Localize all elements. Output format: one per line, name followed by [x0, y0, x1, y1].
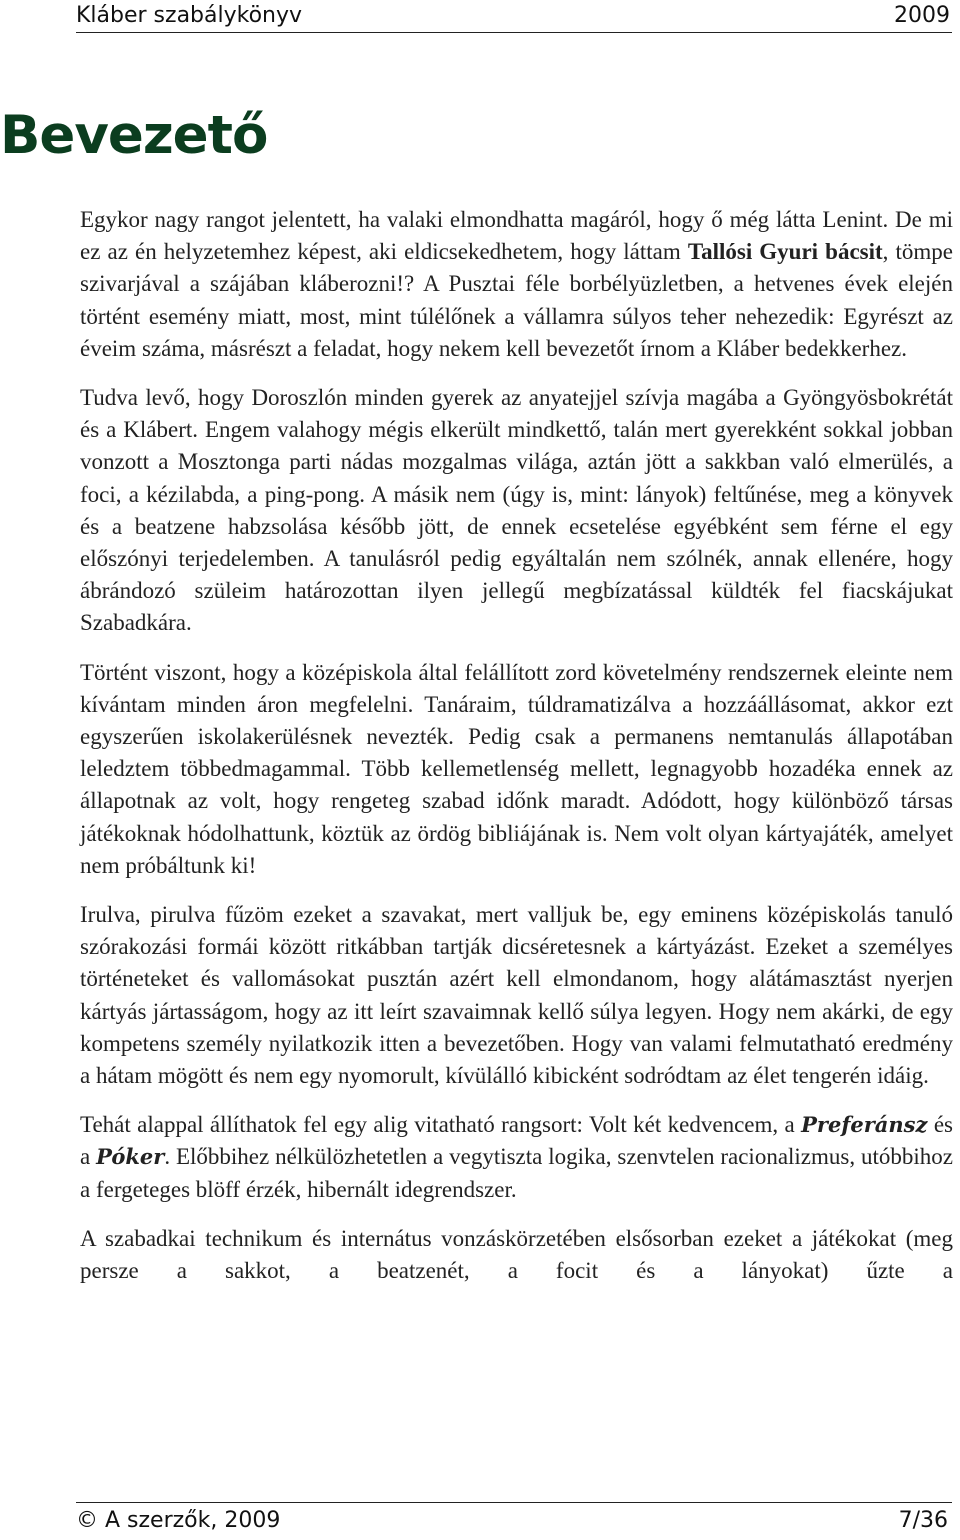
highlighted-name: Tallósi Gyuri bácsit: [687, 239, 883, 265]
paragraph-2: Tudva levő, hogy Doroszlón minden gyerek az anyatejjel szívja magába a Gyöngyösbokrétát és a Klábert. Engem valahogy mégis elkerült mindkettő, talán mert gyerekként sokkal jobban vonzott a Mosztonga parti nádas mozgalmas világa, aztán jött a sakkban való elmerülés, a foci, a kézilabda, a ping-pong. A másik nem (úgy is, mint: lányok) feltűnése, meg a könyvek és a beatzene habzsolása később jött, de ennek ecsetelése egyébként sem férne el egy előszónyi terjedelemben. A tanulásról pedig egyáltalán nem szólnék, annak ellenére, hogy ábrándozó szüleim határozottan ilyen jellegű megbízatással küldték fel fiacskájukat Szabadkára.: [80, 385, 953, 636]
header-year: 2009: [894, 3, 950, 28]
paragraph-6: A szabadkai technikum és internátus vonzáskörzetében elsősorban ezeket a játékokat (meg persze a sakkot, a beatzenét, a focit és a lányokat) űzte a: [80, 1225, 953, 1284]
paragraph-5-part-a: Tehát alappal állíthatok fel egy alig vitatható rangsort: Volt két kedvencem, a: [80, 1112, 802, 1138]
chapter-body: [80, 204, 953, 1304]
paragraph-5: [80, 1109, 953, 1206]
paragraph-1: [80, 204, 953, 365]
page-number: 7/36: [898, 1508, 948, 1533]
chapter-title: Bevezető: [0, 105, 268, 166]
paragraph-1-part-a: Egykor nagy rangot jelentett, ha valaki elmondhatta magáról, hogy ő még látta Lenint. De mi ez az én helyzetemhez képest, aki eldicsekedhetem, hogy láttam: [80, 207, 953, 265]
paragraph-5-part-c: . Előbbihez nélkülözhetetlen a vegytiszta logika, szenvtelen racionalizmus, utóbbihoz a fergeteges blöff érzék, hibernált idegrendszer.: [80, 1144, 953, 1202]
header-book-title: Kláber szabálykönyv: [76, 3, 303, 28]
running-footer: [76, 1502, 952, 1539]
paragraph-1-part-b: , tömpe szivarjával a szájában kláberozni!? A Pusztai féle borbélyüzletben, a hetvenes évek elején történt esemény miatt, most, mint túlélőnek a vállamra súlyos teher nehezedik: Egyrészt az éveim száma, másrészt a feladat, hogy nekem kell bevezetőt írnom a Kláber bedekkerhez.: [80, 239, 953, 361]
paragraph-5-part-b: és a: [80, 1112, 953, 1170]
running-header: [76, 0, 952, 33]
paragraph-3: Történt viszont, hogy a középiskola által felállított zord követelmény rendszernek eleinte nem kívántam minden áron megfelelni. Tanáraim, túldramatizálva a hozzáállásomat, akkor ezt egyszerűen iskolakerülésnek nevezték. Pedig csak a permanens nemtanulás állapotában leledztem többedmagammal. Több kellemetlenség mellett, legnagyobb hozadéka ennek az állapotnak az volt, hogy rengeteg szabad időnk maradt. Adódott, hogy különböző társas játékoknak hódolhattunk, köztük az ördög bibliájának is. Nem volt olyan kártyajáték, amelyet nem próbáltunk ki!: [80, 659, 953, 878]
paragraph-4: Irulva, pirulva fűzöm ezeket a szavakat, mert valljuk be, egy eminens középiskolás tanuló szórakozási formái között ritkábban tartják dicséretesnek a kártyázást. Ezeket a személyes történeteket és vallomásokat pusztán azért kell elmondanom, hogy alátámasztást nyerjen kártyás jártasságom, hogy az itt leírt szavaimnak kellő súlya legyen. Hogy nem akárki, de egy kompetens személy nyilatkozik itten a bevezetőben. Hogy van valami felmutatható eredmény a hátam mögött és nem egy nyomorult, kívülálló kibicként sodródtam az élet tengerén idáig.: [80, 902, 953, 1089]
footer-copyright: © A szerzők, 2009: [76, 1508, 281, 1533]
game-name-preferansz: Preferánsz: [801, 1112, 928, 1138]
game-name-poker: Póker: [96, 1144, 165, 1170]
